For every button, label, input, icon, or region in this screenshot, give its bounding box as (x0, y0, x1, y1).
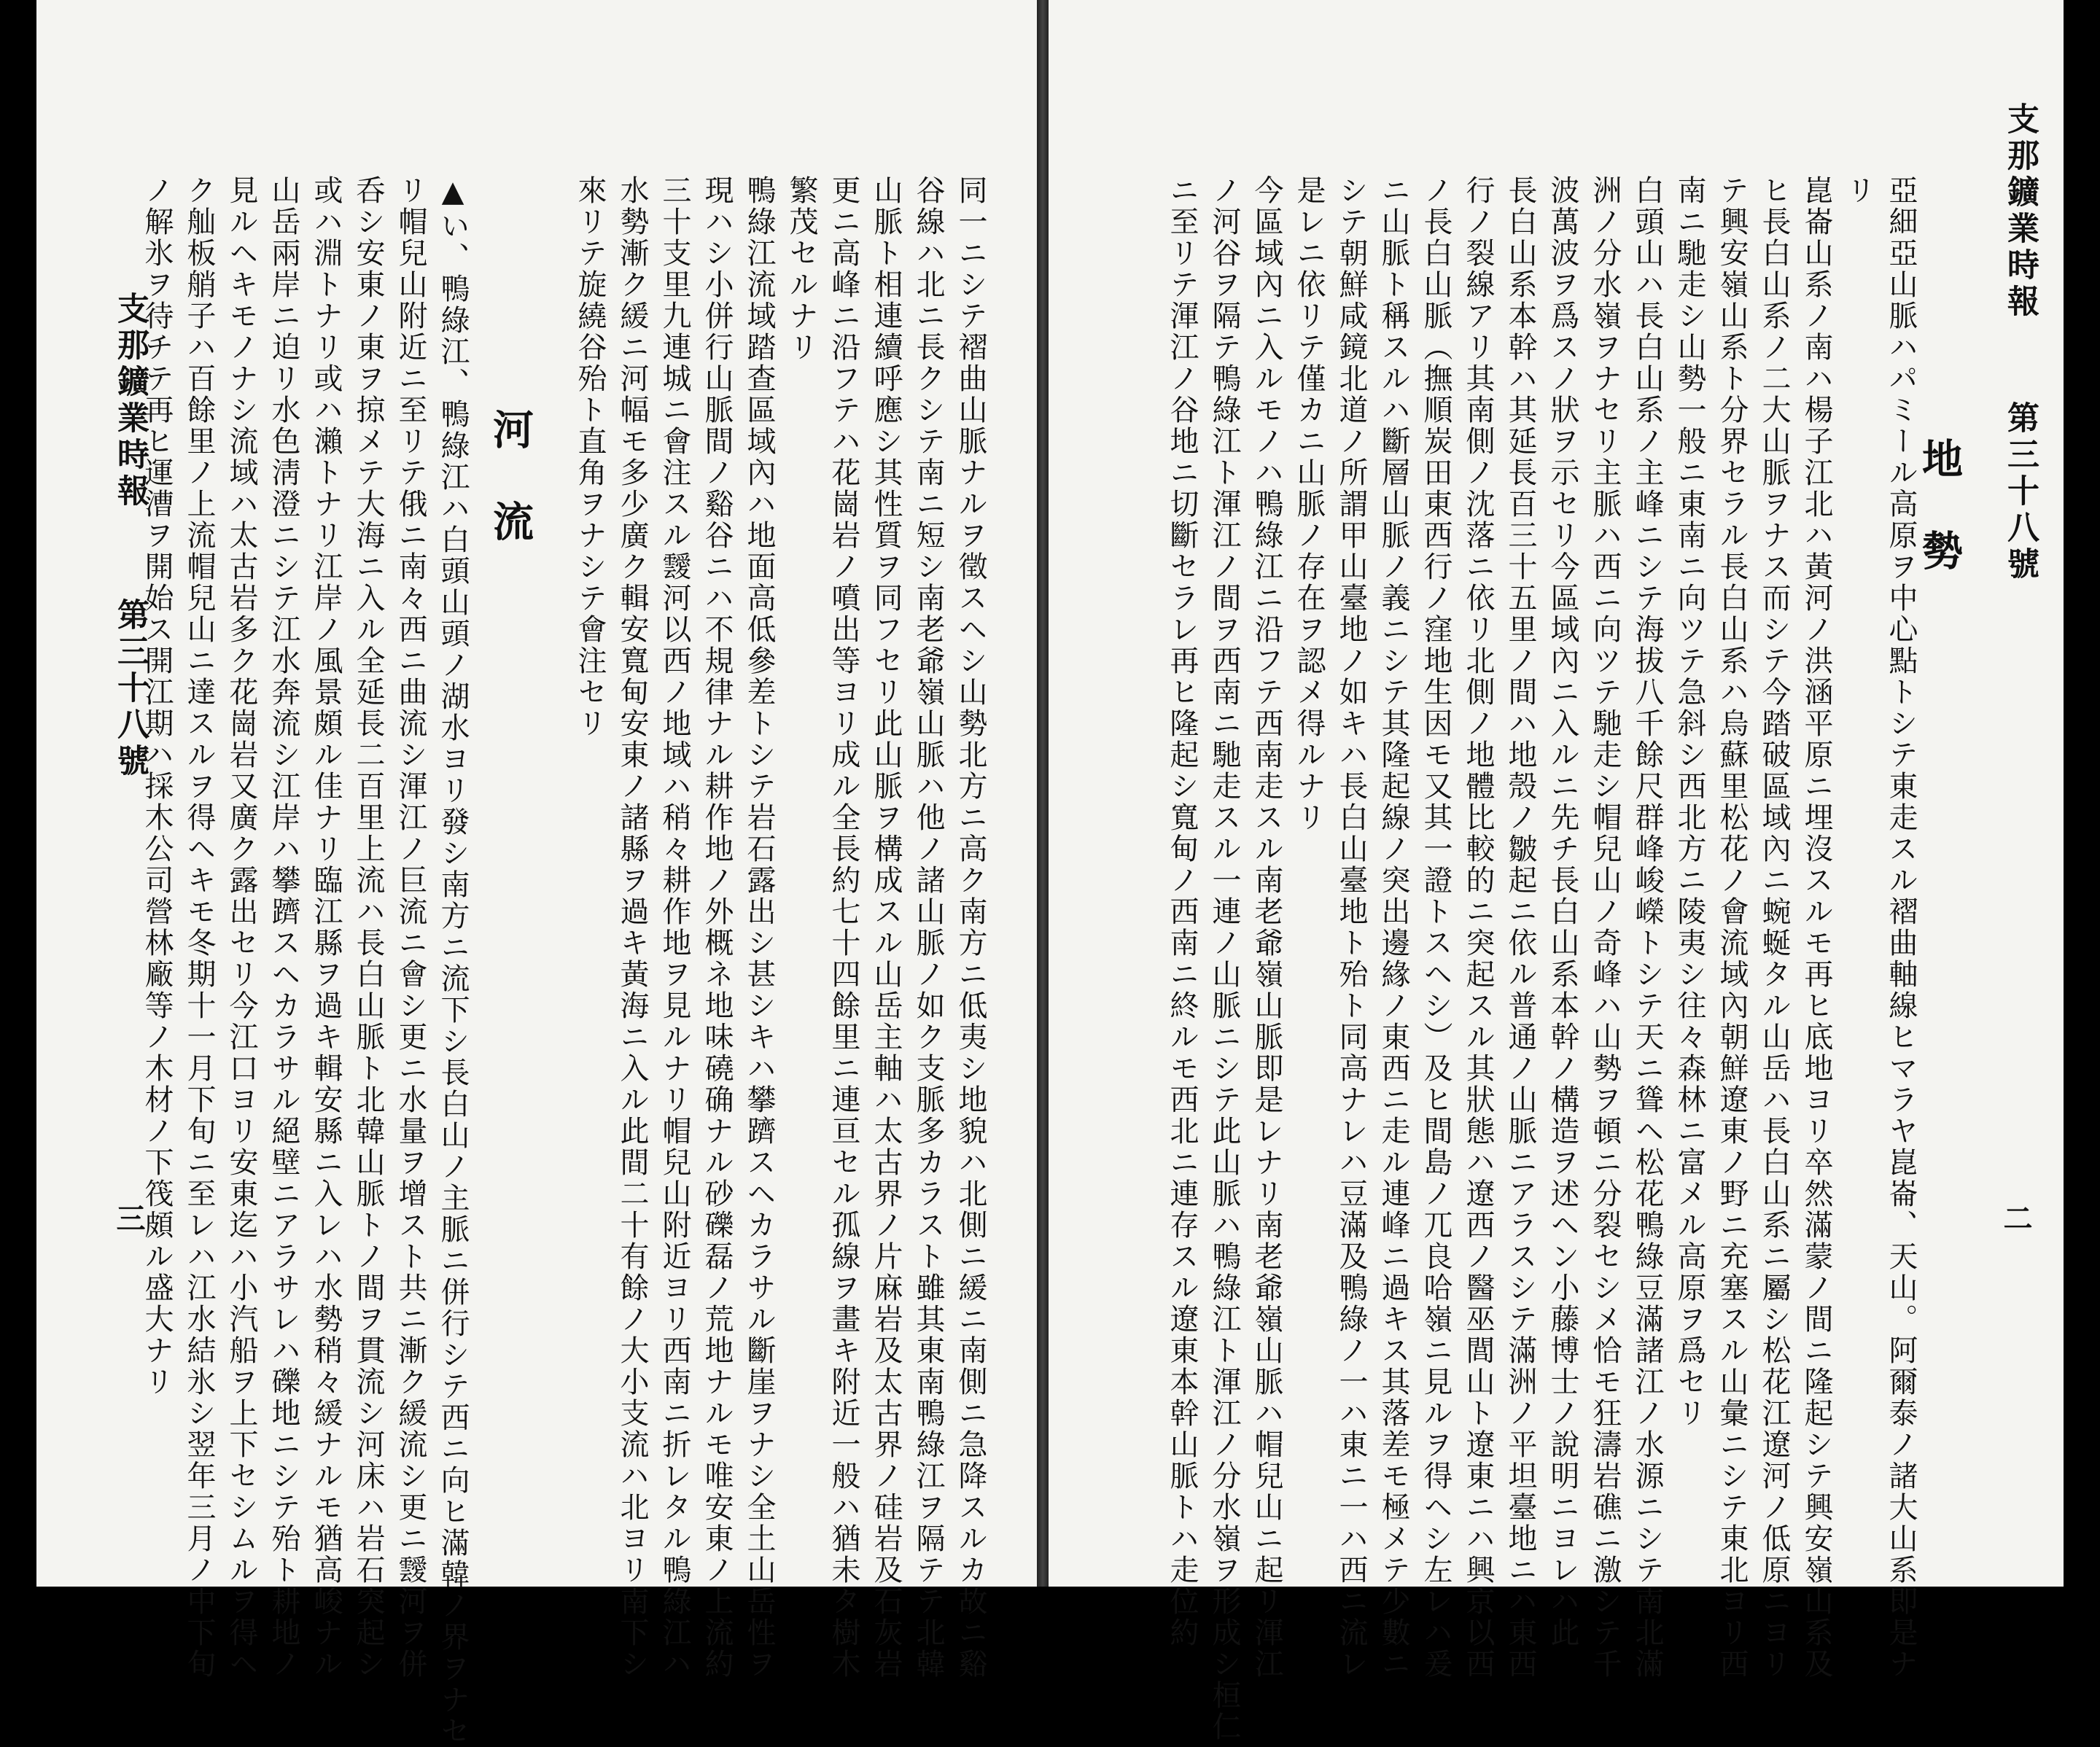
right-text-column: 崑崙山系ノ南ハ楊子江北ハ黃河ノ洪涵平原ニ埋沒スルモ再ヒ底地ヨリ卒然滿蒙ノ間ニ隆起シテ興安嶺山系及 (1800, 175, 1833, 1680)
left-text-b-column: 或ハ淵トナリ或ハ瀨トナリ江岸ノ風景頗ル佳ナリ臨江縣ヲ過キ輯安縣ニ入レハ水勢稍々緩ナルモ猶高峻ナル (309, 175, 343, 1680)
left-section-title: 河流 (486, 408, 534, 592)
left-text-a-column: 谷線ハ北ニ長クシテ南ニ短シ南老爺嶺山脈ハ他ノ諸山脈ノ如ク支脈多カラスト雖其東南鴨綠江ヲ隔テテ北韓 (911, 175, 945, 1680)
right-text-column: 行ノ裂線アリ其南側ノ沈落ニ依リ北側ノ地體比較的ニ突起スル其狀態ハ遼西ノ醫巫閭山ト遼東ニハ興京以西 (1461, 175, 1495, 1680)
left-text-a-column: 更ニ高峰ニ沿フテハ花崗岩ノ噴出等ヨリ成ル全長約七十四餘里ニ連亘セル孤線ヲ畫キ附近一般ハ猶未タ樹木 (827, 175, 860, 1680)
left-text-a-column: 鴨綠江流域踏查區域內ハ地面高低參差トシテ岩石露出シ甚シキハ攀躋スヘカラサル斷崖ヲナシ全土山岳性ヲ (742, 175, 776, 1680)
right-page (1049, 0, 2064, 1743)
right-header-issue: 第三十八號 (2002, 401, 2039, 583)
right-text-column: リ (1842, 175, 1875, 206)
right-text-column: 亞細亞山脈ハパミール高原ヲ中心點トシテ東走スル褶曲軸線ヒマラヤ崑崙、天山。阿爾泰ノ諸大山系即是ナ (1884, 175, 1918, 1680)
right-text-column: ノ河谷ヲ隔テ鴨綠江ト渾江ノ間ヲ西南ニ馳走スル一連ノ山脈ニシテ此山脈ハ鴨綠江ト渾江ノ分水嶺ヲ形成シ桓仁 (1208, 175, 1241, 1743)
right-text-column: ニ山脈ト稱スルハ斷層山脈ノ義ニシテ其隆起線ノ突出邊緣ノ東西ニ走ル連峰ニ過キス其落差モ極メテ少數ニ (1377, 175, 1410, 1680)
left-text-a-column: 三十支里九連城ニ會注スル靉河以西ノ地域ハ稍々耕作地ヲ見ルナリ帽兒山附近ヨリ西南ニ折レタル鴨綠江ハ (658, 175, 691, 1680)
left-text-a-column: 水勢漸ク緩ニ河幅モ多少廣ク輯安寬甸安東ノ諸縣ヲ過キ黃海ニ入ル此間二十有餘ノ大小支流ハ北ヨリ南下シ (615, 175, 649, 1680)
left-text-a-column: 來リテ旋繞谷殆ト直角ヲナシテ會注セリ (573, 175, 607, 739)
left-text-b-column: 見ルヘキモノナシ流域ハ太古岩多ク花崗岩又廣ク露出セリ今江口ヨリ安東迄ハ小汽船ヲ上下セシムルヲ得ヘ (225, 175, 258, 1680)
right-text-column: ノ長白山脈（撫順炭田東西行ノ窪地生因モ又其一證トスヘシ）及ヒ間島ノ兀良哈嶺ニ見ルヲ得ヘシ左レハ爰 (1419, 175, 1452, 1680)
left-text-a-column: 繁茂セルナリ (785, 175, 818, 363)
right-text-column: 波萬波ヲ爲スノ狀ヲ示セリ今區域內ニ入ルニ先チ長白山系本幹ノ構造ヲ述ヘン小藤博士ノ說明ニヨレハ此 (1546, 175, 1579, 1649)
right-text-column: 南ニ馳走シ山勢一般ニ東南ニ向ツテ急斜シ西北方ニ陵夷シ往々森林ニ富メル高原ヲ爲セリ (1673, 175, 1706, 1429)
left-page (36, 0, 1037, 1747)
left-page-number: 三 (112, 1203, 146, 1232)
right-text-column: シテ朝鮮咸鏡北道ノ所謂甲山臺地ノ如キハ長白山臺地ト殆ト同高ナレハ豆滿及鴨綠ノ一ハ東ニ一ハ西ニ流レ (1334, 175, 1368, 1680)
left-header-title: 支那鑛業時報 (112, 292, 149, 510)
book-gutter (1037, 0, 1049, 1587)
right-text-column: 洲ノ分水嶺ヲナセリ主脈ハ西ニ向ツテ馳走シ帽兒山ノ奇峰ハ山勢ヲ頓ニ分裂セシメ恰モ狂濤岩礁ニ激シテ千 (1588, 175, 1622, 1680)
right-text-column: 是レニ依リテ僅カニ山脈ノ存在ヲ認メ得ルナリ (1292, 175, 1326, 833)
left-body-text-top (540, 175, 992, 1680)
right-text-column: ニ至リテ渾江ノ谷地ニ切斷セラレ再ヒ隆起シ寬甸ノ西南ニ終ルモ西北ニ連存スル遼東本幹山脈トハ走位約 (1165, 175, 1199, 1649)
left-body-text-bottom (140, 175, 474, 1747)
left-text-b-column: ノ解氷ヲ待チテ再ヒ運漕ヲ開始ス開江期ハ採木公司營林廠等ノ木材ノ下筏頗ル盛大ナリ (140, 175, 174, 1398)
right-text-column: テ興安嶺山系ト分界セラル長白山系ハ烏蘇里松花ノ會流域內朝鮮遼東ノ野ニ充塞スル山彙ニシテ東北ヨリ西 (1715, 175, 1749, 1680)
right-text-column: ヒ長白山系ノ二大山脈ヲナス而シテ今踏破區域內ニ蜿蜒タル山岳ハ長白山系ニ屬シ松花江遼河ノ低原ニヨリ (1757, 175, 1791, 1680)
right-header-title: 支那鑛業時報 (2002, 102, 2039, 321)
left-text-a-column: 山脈ト相連續呼應シ其性質ヲ同フセリ此山脈ヲ構成スル山岳主軸ハ太古界ノ片麻岩及太古界ノ硅岩及石灰岩 (869, 175, 903, 1680)
right-body-text (1164, 175, 1922, 1743)
right-page-header (1996, 102, 2043, 656)
left-text-b-column: ク舢板艄子ハ百餘里ノ上流帽兒山ニ達スルヲ得ヘキモ冬期十一月下旬ニ至レハ江水結氷シ翌年三月ノ中下旬 (182, 175, 216, 1680)
left-text-b-column: 山岳兩岸ニ迫リ水色淸澄ニシテ江水奔流シ江岸ハ攀躋スヘカラサル絕壁ニアラサレハ礫地ニシテ殆ト耕地ノ (267, 175, 300, 1680)
left-text-b-column: リ帽兒山附近ニ至リテ俄ニ南々西ニ曲流シ渾江ノ巨流ニ會シ更ニ水量ヲ增スト共ニ漸ク緩流シ更ニ靉河ヲ併 (394, 175, 427, 1680)
right-text-column: 白頭山ハ長白山系ノ主峰ニシテ海拔八千餘尺群峰峻嶸トシテ天ニ聳ヘ松花鴨綠豆滿諸江ノ水源ニシテ南北滿 (1630, 175, 1664, 1680)
right-text-column: 今區域內ニ入ルモノハ鴨綠江ニ沿フテ西南走スル南老爺嶺山脈即是レナリ南老爺嶺山脈ハ帽兒山ニ起リ渾江 (1250, 175, 1283, 1680)
left-text-b-column: ▲い、鴨綠江、鴨綠江ハ白頭山頭ノ湖水ヨリ發シ南方ニ流下シ長白山ノ主脈ニ併行シテ西ニ向ヒ滿韓ノ界ヲナセ (436, 175, 470, 1747)
left-text-a-column: 現ハシ小併行山脈間ノ谿谷ニハ不規律ナル耕作地ノ外概ネ地味磽确ナル砂礫磊ノ荒地ナルモ唯安東ノ上流約 (700, 175, 734, 1680)
left-text-a-column: 同一ニシテ褶曲山脈ナルヲ徵スヘシ山勢北方ニ高ク南方ニ低夷シ地貌ハ北側ニ緩ニ南側ニ急降スルカ故ニ谿 (954, 175, 987, 1680)
left-header-issue: 第三十八號 (112, 598, 149, 780)
right-page-number: 二 (1999, 1203, 2033, 1232)
right-section-title: 地勢 (1916, 437, 1964, 621)
right-text-column: 長白山系本幹ハ其延長百三十五里ノ間ハ地殼ノ皺起ニ依ル普通ノ山脈ニアラスシテ滿洲ノ平坦臺地ニハ東西 (1504, 175, 1537, 1680)
left-text-b-column: 呑シ安東ノ東ヲ掠メテ大海ニ入ル全延長二百里上流ハ長白山脈ト北韓山脈トノ間ヲ貫流シ河床ハ岩石突起シ (351, 175, 385, 1680)
